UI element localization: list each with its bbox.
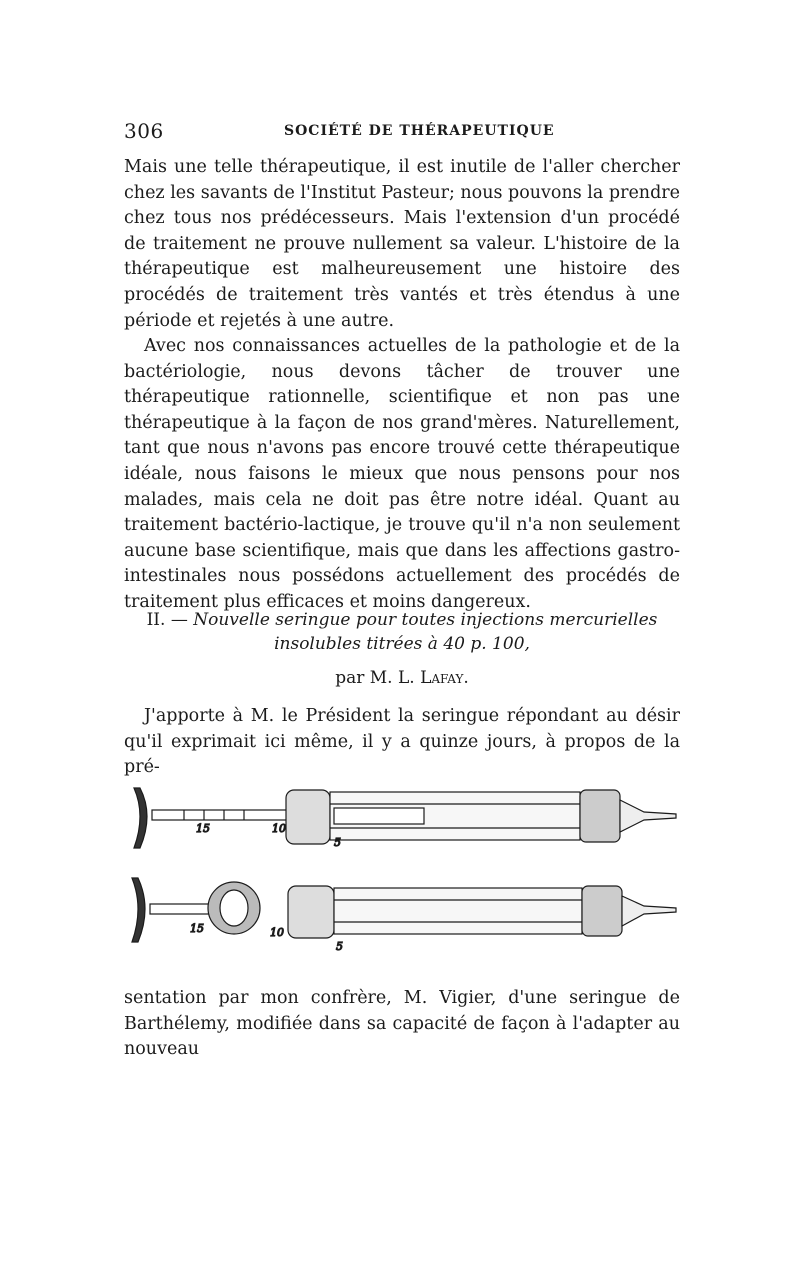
- plunger-handle-top: [134, 788, 147, 848]
- barrel-bottom: [334, 888, 582, 934]
- syringe-top: [134, 788, 676, 849]
- section-heading: [124, 608, 680, 656]
- nozzle-top: [620, 800, 676, 832]
- paragraph-1: Mais une telle thérapeutique, il est inutile de l'aller chercher chez les savants de l'Institut Pasteur; nous pouvons la prendre chez tous nos prédécesseurs. Mais l'extension d'un procédé de traitement ne prouve nullement sa valeur. L'histoire de la thérapeutique est malheureusement une histoire des procédés de traitement très vantés et très étendus à une période et rejetés à une autre.: [124, 157, 680, 331]
- collar-top: [286, 790, 330, 844]
- syringe-figure: [124, 770, 680, 970]
- syringe-bottom: [132, 878, 676, 953]
- nozzle-bottom: [622, 896, 676, 926]
- label-5-bottom: 5: [336, 940, 343, 953]
- section-author: [124, 668, 680, 688]
- label-15-bottom: 15: [190, 922, 204, 935]
- section-title-line2: insolubles titrées à 40 p. 100,: [274, 634, 530, 654]
- plunger-stem-top: [152, 810, 292, 820]
- label-15-top: 15: [196, 822, 210, 835]
- barrel-cap-top: [580, 790, 620, 842]
- paragraph-5: sentation par mon confrère, M. Vigier, d'une seringue de Barthélemy, modifiée dans sa capacité de façon à l'adapter au nouveau: [124, 988, 680, 1060]
- paragraph-4: J'apporte à M. le Président la seringue répondant au désir qu'il exprimait ici même, il y a quinze jours, à propos de la pré-: [124, 706, 680, 778]
- label-10-top: 10: [272, 822, 286, 835]
- plunger-stem-bottom: [150, 904, 210, 914]
- running-title: SOCIÉTÉ DE THÉRAPEUTIQUE: [284, 123, 555, 139]
- label-10-bottom: 10: [270, 926, 284, 939]
- label-5-top: 5: [334, 836, 341, 849]
- syringe-illustration: [124, 770, 680, 970]
- page-header: [124, 119, 679, 145]
- author-name: Lafay.: [420, 668, 469, 688]
- page-number: 306: [124, 119, 164, 143]
- barrel-cap-bottom: [582, 886, 622, 936]
- paragraph-2: Avec nos connaissances actuelles de la pathologie et de la bactériologie, nous devons tâcher de trouver une thérapeutique rationnelle, scientifique et non pas une thérapeutique à la façon de nos grand'mères. Naturellement, tant que nous n'avons pas encore trouvé cette thérapeutique idéale, nous faisons le mieux que nous pensons pour nos malades, mais cela ne doit pas être notre idéal. Quant au traitement bactério-lactique, je trouve qu'il n'a non seulement aucune base scientifique, mais que dans les affections gastro-intestinales nous possédons actuellement des procédés de traitement plus efficaces et moins dangereux.: [124, 336, 680, 612]
- author-prefix: par M. L.: [335, 668, 415, 688]
- collar-bottom: [288, 886, 334, 938]
- plunger-handle-bottom: [132, 878, 145, 942]
- section-number: II. —: [146, 610, 188, 630]
- section-title-line1: Nouvelle seringue pour toutes injections mercurielles: [193, 610, 658, 630]
